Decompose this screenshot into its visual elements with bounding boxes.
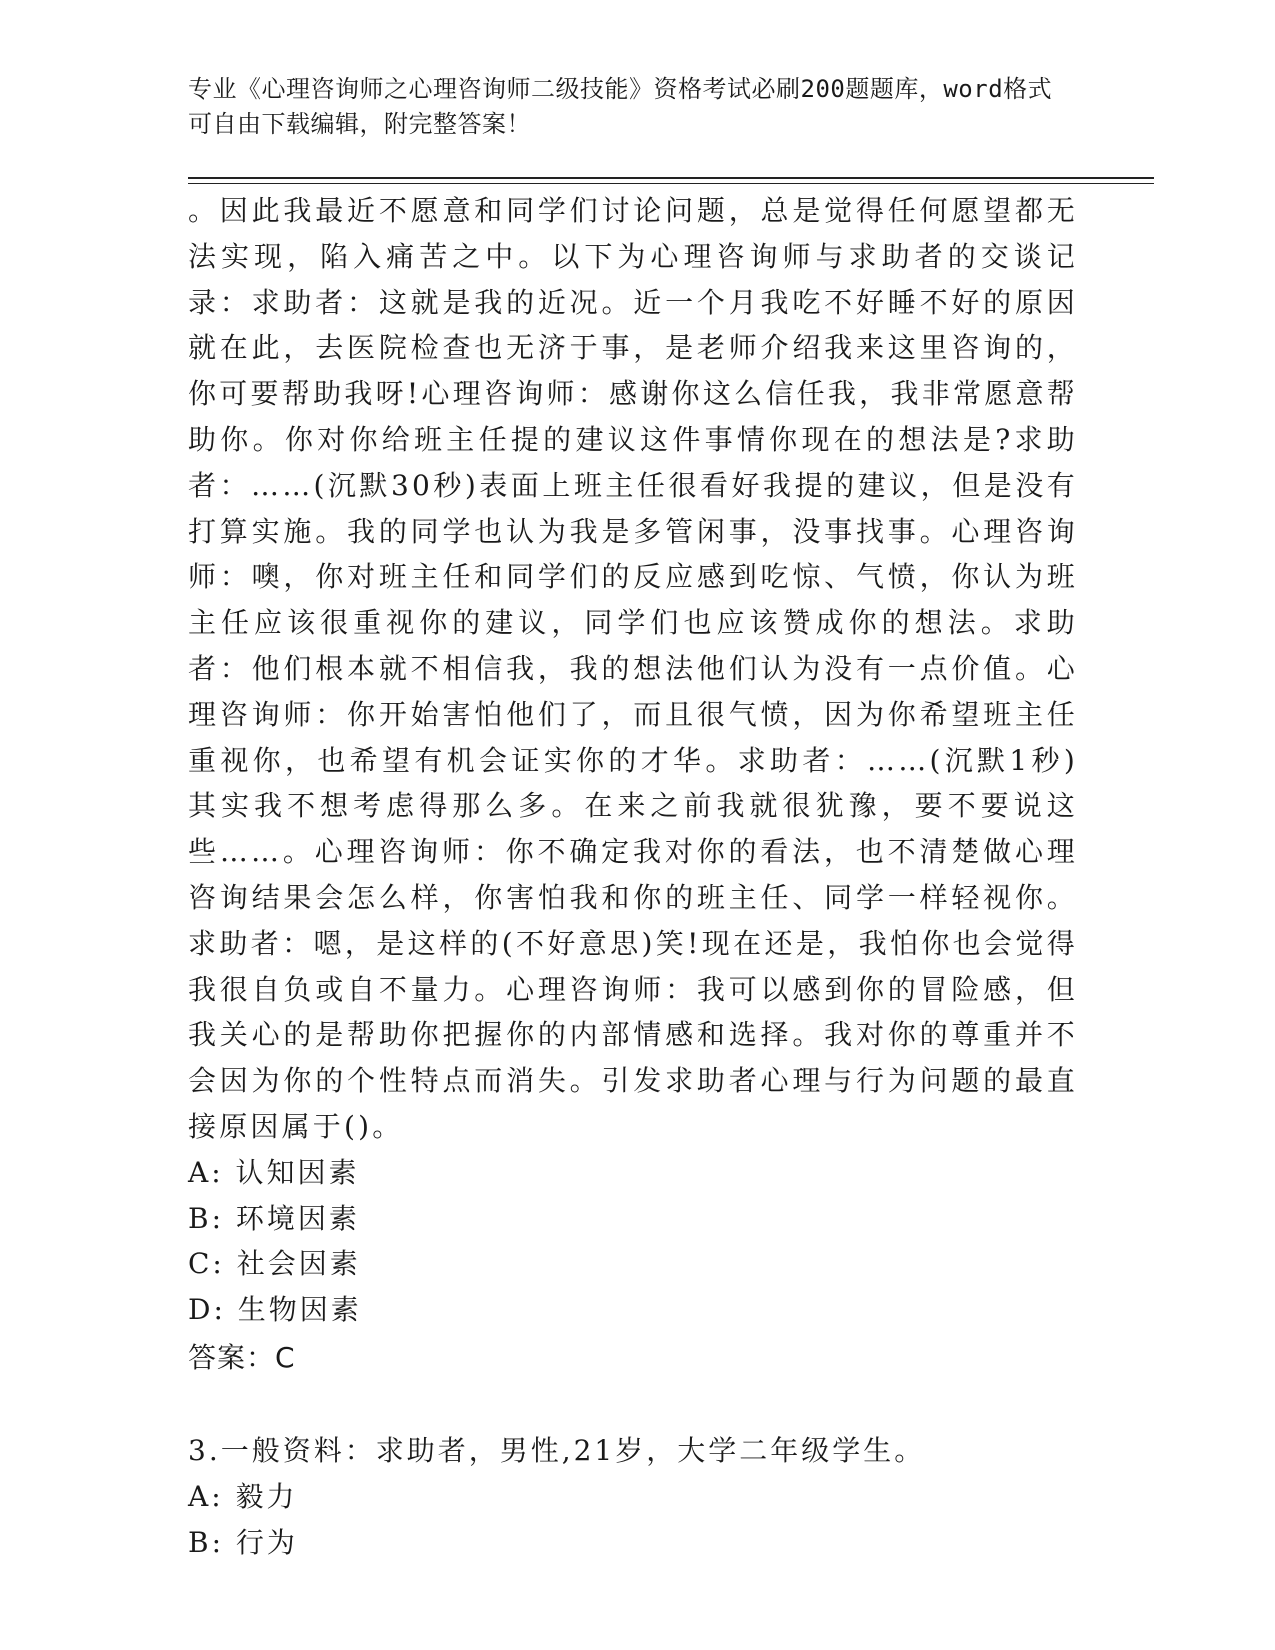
option-d: D: 生物因素 bbox=[188, 1293, 362, 1327]
document-header bbox=[188, 72, 1088, 142]
answer-line: 答案：C bbox=[188, 1340, 296, 1374]
header-divider-thin bbox=[188, 183, 1154, 184]
header-title-line-2: 可自由下载编辑，附完整答案！ bbox=[188, 110, 531, 138]
question-3-option-b: B: 行为 bbox=[188, 1525, 298, 1559]
header-divider-thick bbox=[188, 177, 1154, 179]
option-c: C: 社会因素 bbox=[188, 1247, 361, 1281]
question-passage: 。因此我最近不愿意和同学们讨论问题，总是觉得任何愿望都无法实现，陷入痛苦之中。以下为心理咨询师与求助者的交谈记录：求助者：这就是我的近况。近一个月我吃不好睡不好的原因就在此，去医院检查也无济于事，是老师介绍我来这里咨询的，你可要帮助我呀!心理咨询师：感谢你这么信任我，我非常愿意帮助你。你对你给班主任提的建议这件事情你现在的想法是?求助者：……(沉默30秒)表面上班主任很看好我提的建议，但是没有打算实施。我的同学也认为我是多管闲事，没事找事。心理咨询师：噢，你对班主任和同学们的反应感到吃惊、气愤，你认为班主任应该很重视你的建议，同学们也应该赞成你的想法。求助者：他们根本就不相信我，我的想法他们认为没有一点价值。心理咨询师：你开始害怕他们了，而且很气愤，因为你希望班主任重视你，也希望有机会证实你的才华。求助者：……(沉默1秒)其实我不想考虑得那么多。在来之前我就很犹豫，要不要说这些……。心理咨询师：你不确定我对你的看法，也不清楚做心理咨询结果会怎么样，你害怕我和你的班主任、同学一样轻视你。求助者：嗯，是这样的(不好意思)笑!现在还是，我怕你也会觉得我很自负或自不量力。心理咨询师：我可以感到你的冒险感，但我关心的是帮助你把握你的内部情感和选择。我对你的尊重并不会因为你的个性特点而消失。引发求助者心理与行为问题的最直接原因属于()。 bbox=[188, 194, 1078, 1143]
document-body bbox=[188, 188, 1078, 1565]
header-title-line-1: 专业《心理咨询师之心理咨询师二级技能》资格考试必刷200题题库，word格式 bbox=[188, 75, 1053, 103]
option-a: A: 认知因素 bbox=[188, 1155, 360, 1189]
question-3-option-a: A: 毅力 bbox=[188, 1479, 298, 1513]
question-3-stem: 3.一般资料：求助者，男性,21岁，大学二年级学生。 bbox=[188, 1433, 926, 1467]
option-b: B: 环境因素 bbox=[188, 1201, 360, 1235]
